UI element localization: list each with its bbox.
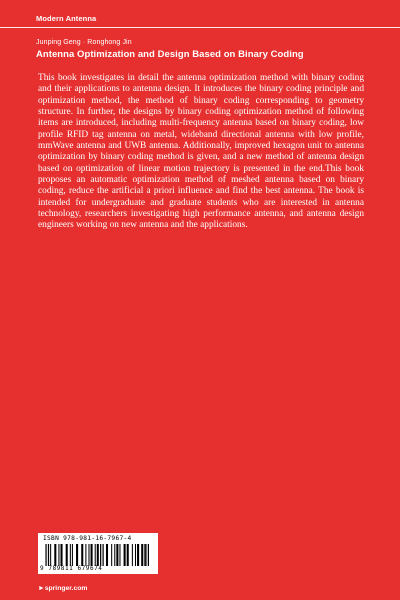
barcode-bar bbox=[97, 544, 99, 566]
isbn-barcode-box bbox=[38, 533, 158, 574]
barcode-bar bbox=[135, 544, 136, 566]
barcode-bar bbox=[81, 544, 83, 566]
barcode-bar bbox=[116, 544, 118, 566]
barcode-bar bbox=[60, 544, 62, 566]
barcode-bar bbox=[85, 544, 86, 566]
barcode-image bbox=[43, 544, 153, 566]
barcode-bar bbox=[72, 544, 73, 566]
arrow-right-icon: ► bbox=[38, 585, 45, 592]
barcode-bar bbox=[137, 544, 139, 566]
barcode-bar bbox=[70, 544, 71, 566]
header-rule bbox=[0, 27, 400, 28]
barcode-bar bbox=[54, 544, 56, 566]
barcode-bar bbox=[144, 544, 145, 566]
barcode-bar bbox=[48, 544, 49, 566]
barcode-bar bbox=[66, 544, 68, 566]
barcode-bar bbox=[114, 544, 115, 566]
isbn-label: ISBN 978-981-16-7967-4 bbox=[43, 535, 132, 542]
barcode-bar bbox=[102, 544, 103, 566]
barcode-bar bbox=[132, 544, 133, 566]
barcode-bar bbox=[119, 544, 120, 566]
barcode-bar bbox=[95, 544, 96, 566]
series-name: Modern Antenna bbox=[36, 14, 97, 23]
barcode-bar bbox=[148, 544, 149, 566]
book-blurb: This book investigates in detail the antenna optimization method with binary coding and their applications to antenna design. It introduces the binary coding principle and optimization method, the method of binary coding corresponding to geometry structure. In further, the designs by binary coding optimization method of following items are introduced, including multi-frequency antenna based on binary coding, low profile RFID tag antenna on metal, wideband directional antenna with low profile, mmWave antenna and UWB antenna. Additionally, improved hexagon unit to antenna optimization by binary coding method is given, and a new method of antenna design based on optimization of linear motion trajectory is presented in the end.This book proposes an automatic optimization method of meshed antenna based on binary coding, reduce the artificial a priori influence and find the best antenna. The book is intended for undergraduate and graduate students who are interested in antenna technology, researchers investigating high performance antenna, and antenna design engineers working on new antenna and the applications. bbox=[38, 73, 364, 231]
barcode-bar bbox=[45, 544, 46, 566]
book-title: Antenna Optimization and Design Based on Binary Coding bbox=[36, 49, 304, 60]
barcode-bar bbox=[111, 544, 112, 566]
publisher-url bbox=[38, 585, 87, 592]
barcode-bar bbox=[76, 544, 78, 566]
barcode-bar bbox=[127, 544, 129, 566]
barcode-bar bbox=[58, 544, 59, 566]
barcode-bar bbox=[145, 544, 146, 566]
publisher-url-text: springer.com bbox=[44, 585, 88, 592]
barcode-bar bbox=[50, 544, 51, 566]
barcode-bar bbox=[91, 544, 93, 566]
barcode-bar bbox=[141, 544, 143, 566]
barcode-bar bbox=[100, 544, 101, 566]
barcode-digits: 9 789811 679674 bbox=[40, 565, 103, 572]
book-authors: Junping Geng · Ronghong Jin bbox=[36, 39, 132, 46]
barcode-bar bbox=[88, 544, 89, 566]
barcode-bar bbox=[106, 544, 108, 566]
barcode-bar bbox=[124, 544, 126, 566]
